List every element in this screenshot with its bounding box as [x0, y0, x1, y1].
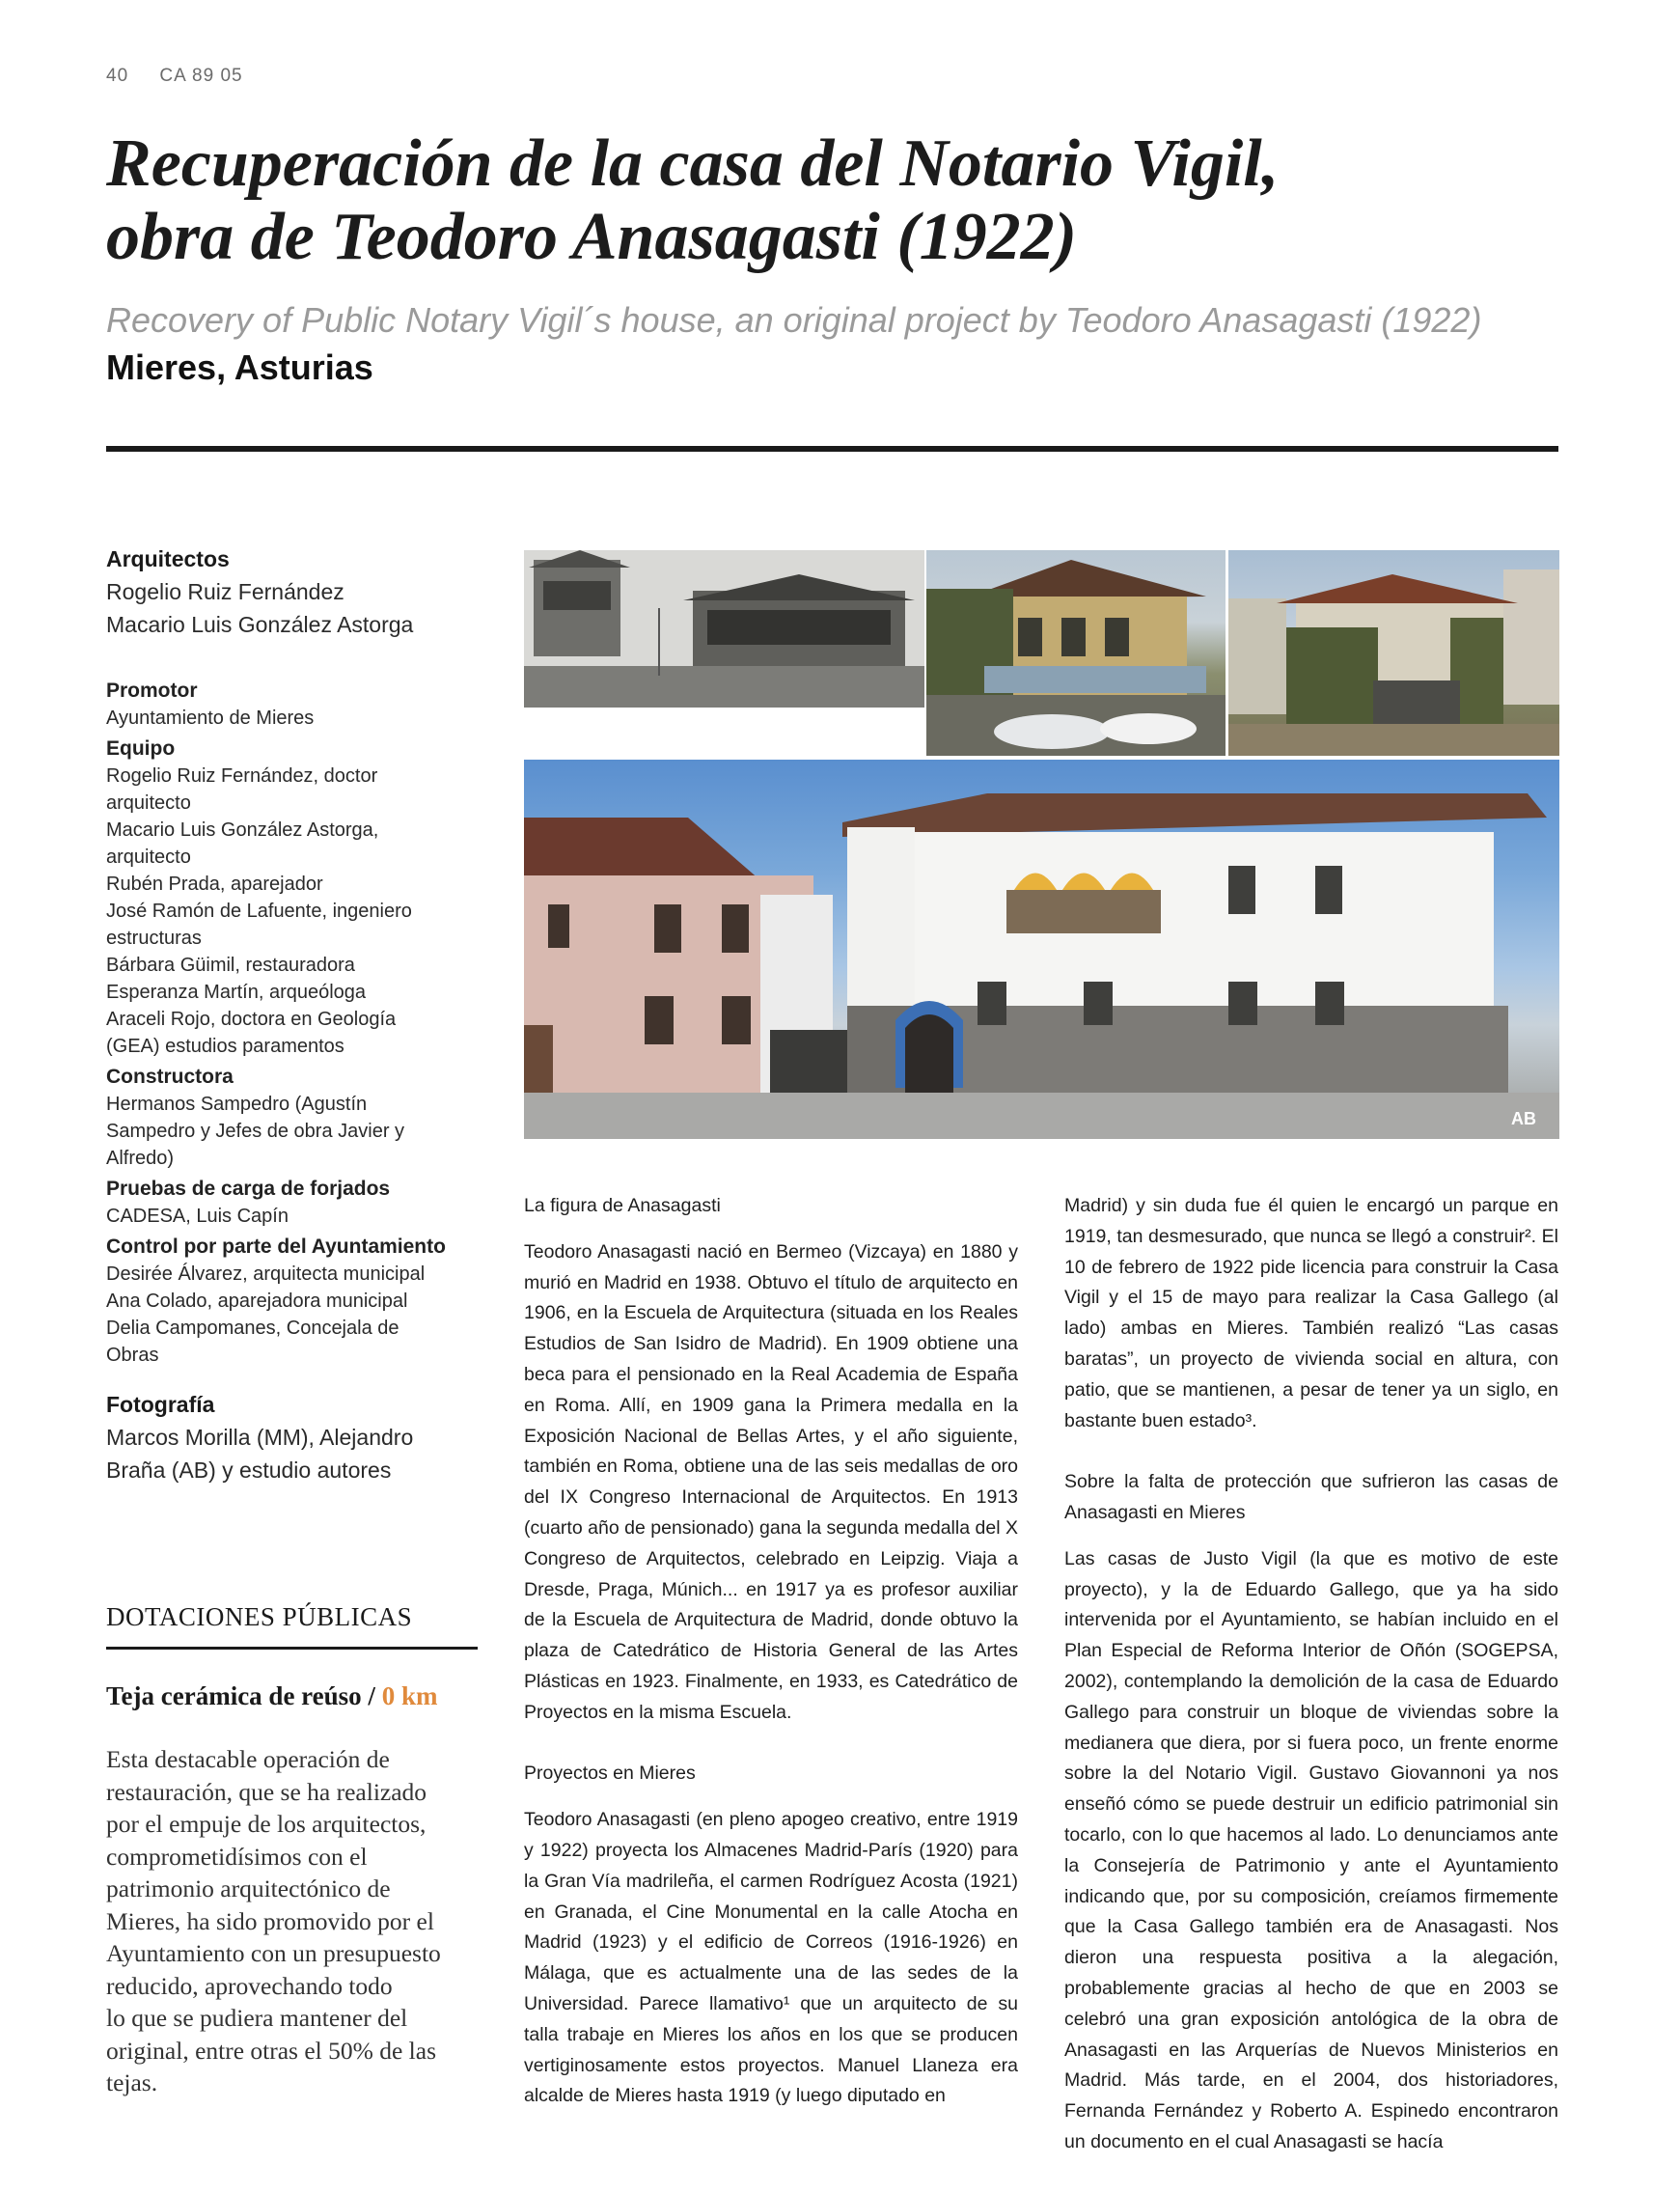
credit-line: Desirée Álvarez, arquitecta municipal — [106, 1263, 426, 1285]
teja-body-line: Esta destacable operación de — [106, 1745, 390, 1773]
credit-line: arquitecto — [106, 847, 191, 868]
dotaciones-divider — [106, 1647, 478, 1650]
architect-name: Rogelio Ruiz Fernández — [106, 579, 344, 604]
photography-credit: Braña (AB) y estudio autores — [106, 1457, 392, 1483]
body-paragraph: Teodoro Anasagasti (en pleno apogeo creativo, entre 1919 y 1922) proyecta los Almacenes Madrid-París (1920) para la Gran Vía madrileña, el carmen Rodríguez Acosta (1921) en Granada, el Cine Monumental en la calle Atocha en Madrid (1923) y el edificio de Correos (1916-1926) en Málaga, que es actualmente una de las sedes de la Universidad. Parece llamativo¹ que un arquitecto de su talla trabaje en Mieres los años en los que se producen vertiginosamente estos proyectos. Manuel Llaneza era alcalde de Mieres hasta 1919 (y luego diputado en — [524, 1809, 1018, 2107]
architect-name: Macario Luis González Astorga — [106, 612, 414, 637]
architects-section — [106, 542, 487, 641]
credit-block — [106, 678, 487, 732]
page-header — [106, 66, 268, 87]
title-divider — [106, 446, 1558, 452]
credit-line: Araceli Rojo, doctora en Geología — [106, 1009, 397, 1030]
credit-label: Promotor — [106, 680, 198, 702]
credit-label: Equipo — [106, 737, 176, 760]
article-column-2 — [1064, 1191, 1558, 2158]
credit-block — [106, 1234, 487, 1369]
credit-block — [106, 1064, 487, 1172]
teja-body — [106, 1743, 487, 2099]
credit-line: Sampedro y Jefes de obra Javier y — [106, 1121, 405, 1142]
photography-section — [106, 1388, 487, 1486]
photography-label: Fotografía — [106, 1392, 215, 1417]
credit-label: Constructora — [106, 1066, 234, 1088]
teja-body-line: patrimonio arquitectónico de — [106, 1874, 391, 1902]
credit-line: Bárbara Güimil, restauradora — [106, 955, 355, 976]
body-paragraph: Teodoro Anasagasti nació en Bermeo (Vizcaya) en 1880 y murió en Madrid en 1938. Obtuvo el título de arquitecto en 1906, en la Escuela de Arquitectura (situada en los Reales Estudios de San Isidro de Madrid). En 1909 obtiene una beca para el pensionado en la Real Academia de España en Roma. Allí, en 1909 gana la Primera medalla en la Exposición Nacional de Bellas Artes, y el año siguiente, también en Roma, obtiene una de las seis medallas de oro del IX Congreso Internacional de Arquitectos. En 1913 (cuarto año de pensionado) gana la segunda medalla del X Congreso de Arquitectos, celebrado en Leipzig. Viaja a Dresde, Praga, Múnich... en 1917 ya es profesor auxiliar de la Escuela de Arquitectura de Madrid, donde obtuvo la plaza de Catedrático de Historia General de las Artes Plásticas en 1923. Finalmente, en 1933, es Catedrático de Proyectos en la misma Escuela. — [524, 1240, 1018, 1723]
credit-line: CADESA, Luis Capín — [106, 1206, 289, 1227]
teja-body-line: tejas. — [106, 2068, 158, 2096]
article-title — [106, 127, 1573, 274]
credits-sidebar — [106, 542, 487, 1486]
section-heading: Proyectos en Mieres — [524, 1763, 696, 1785]
credit-line: arquitecto — [106, 792, 191, 814]
credit-label: Pruebas de carga de forjados — [106, 1178, 391, 1200]
teja-label: Teja cerámica de reúso / — [106, 1681, 375, 1710]
teja-body-line: Mieres, ha sido promovido por el — [106, 1906, 434, 1935]
photography-credit: Marcos Morilla (MM), Alejandro — [106, 1425, 414, 1450]
credit-line: Delia Campomanes, Concejala de — [106, 1318, 399, 1339]
credit-line: (GEA) estudios paramentos — [106, 1036, 344, 1057]
architects-label: Arquitectos — [106, 546, 230, 571]
credit-block — [106, 736, 487, 1060]
teja-heading — [106, 1681, 437, 1711]
credit-line: Macario Luis González Astorga, — [106, 819, 379, 841]
ruin-photo-front — [926, 550, 1226, 756]
credit-line: Rogelio Ruiz Fernández, doctor — [106, 765, 378, 787]
restored-house-photo — [524, 760, 1559, 1139]
article-location: Mieres, Asturias — [106, 347, 373, 387]
credit-line: Obras — [106, 1345, 159, 1366]
page-number: 40 — [106, 66, 129, 86]
article-subtitle: Recovery of Public Notary Vigil´s house, an original project by Teodoro Anasagasti (1922) — [106, 300, 1482, 340]
body-paragraph: Las casas de Justo Vigil (la que es motivo de este proyecto), y la de Eduardo Gallego, que ya ha sido intervenida por el Ayuntamiento, se habían incluido en el Plan Especial de Reforma Interior de Oñón (SOGEPSA, 2002), contemplando la demolición de la casa de Eduardo Gallego para construir un bloque de viviendas sobre la medianera que diera, por si fuera poco, un frente enorme sobre la del Notario Vigil. Gustavo Giovannoni ya nos enseñó cómo se puede destruir un edificio patrimonial sin tocarlo, con lo que hacemos al lado. Lo denunciamos ante la Consejería de Patrimonio y ante el Ayuntamiento indicando que, por su composición, creíamos firmemente que la Casa Gallego también era de Anasagasti. Nos dieron una respuesta positiva a la alegación, probablemente gracias al hecho de que en 2003 se celebró una gran exposición antológica de la obra de Anasagasti en las Arquerías de Nuevos Ministerios en Madrid. Más tarde, en el 2004, dos historiadores, Fernanda Fernández y Roberto A. Espinedo encontraron un documento en el cual Anasagasti se hacía — [1064, 1547, 1558, 2152]
credit-line: Hermanos Sampedro (Agustín — [106, 1094, 368, 1115]
credit-line: Ana Colado, aparejadora municipal — [106, 1291, 408, 1312]
km-badge: 0 km — [381, 1681, 438, 1710]
teja-body-line: original, entre otras el 50% de las — [106, 2036, 437, 2065]
teja-body-line: Ayuntamiento con un presupuesto — [106, 1939, 441, 1967]
article-column-1 — [524, 1191, 1018, 2112]
photo-credit: AB — [1511, 1109, 1536, 1128]
credit-line: Alfredo) — [106, 1148, 175, 1169]
historic-photo — [524, 550, 924, 708]
credit-blocks — [106, 678, 487, 1369]
ruin-photo-side — [1228, 550, 1559, 756]
credit-line: estructuras — [106, 928, 202, 949]
credit-block — [106, 1176, 487, 1230]
credit-line: Rubén Prada, aparejador — [106, 874, 323, 895]
teja-body-line: restauración, que se ha realizado — [106, 1777, 427, 1806]
title-line-1: Recuperación de la casa del Notario Vigil, — [106, 126, 1280, 201]
teja-body-line: lo que se pudiera mantener del — [106, 2004, 408, 2032]
dotaciones-title: DOTACIONES PÚBLICAS — [106, 1602, 413, 1631]
credit-line: Esperanza Martín, arqueóloga — [106, 982, 367, 1003]
teja-body-line: comprometidísimos con el — [106, 1842, 368, 1871]
title-line-2: obra de Teodoro Anasagasti (1922) — [106, 200, 1077, 274]
body-paragraph: Madrid) y sin duda fue él quien le encargó un parque en 1919, tan desmesurado, que nunca se llegó a construir². El 10 de febrero de 1922 pide licencia para construir la Casa Vigil y el 15 de mayo para realizar la Casa Gallego (al lado) ambas en Mieres. También realizó “Las casas baratas”, un proyecto de vivienda social en altura, con patio, que se mantienen, a pesar de tener ya un siglo, en bastante buen estado³. — [1064, 1195, 1558, 1431]
teja-body-line: reducido, aprovechando todo — [106, 1971, 393, 2000]
section-heading: Sobre la falta de protección que sufrieron las casas de Anasagasti en Mieres — [1064, 1471, 1558, 1523]
credit-line: Ayuntamiento de Mieres — [106, 708, 315, 729]
issue-number: CA 89 05 — [159, 66, 243, 86]
section-heading: La figura de Anasagasti — [524, 1195, 721, 1216]
credit-line: José Ramón de Lafuente, ingeniero — [106, 901, 412, 922]
teja-body-line: por el empuje de los arquitectos, — [106, 1810, 427, 1838]
credit-label: Control por parte del Ayuntamiento — [106, 1235, 446, 1258]
